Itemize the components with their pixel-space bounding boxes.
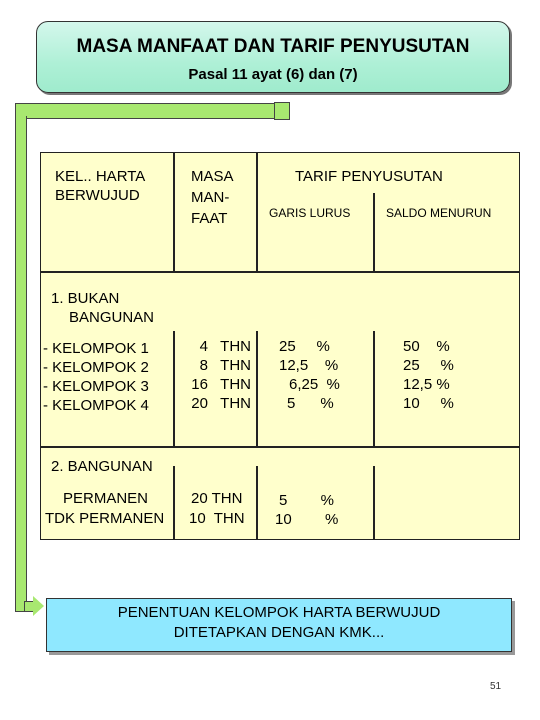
grid-line xyxy=(373,193,375,271)
header-tarif: TARIF PENYUSUTAN xyxy=(295,168,443,185)
garis-lurus-2: 12,5 % xyxy=(279,357,339,374)
bangunan-garis-lurus-2: 10 % xyxy=(275,511,339,528)
kelompok-4: - KELOMPOK 4 xyxy=(43,397,149,414)
header-garis-lurus: GARIS LURUS xyxy=(269,206,351,220)
kelompok-3: - KELOMPOK 3 xyxy=(43,378,149,395)
masa-3: 16 THN xyxy=(191,376,251,393)
connector-horizontal xyxy=(15,103,289,119)
kelompok-1: - KELOMPOK 1 xyxy=(43,340,149,357)
masa-1: 4 THN xyxy=(199,338,251,355)
title-box xyxy=(36,21,510,93)
section-bukan-bangunan-1: 1. BUKAN xyxy=(51,290,120,307)
grid-line xyxy=(173,331,175,446)
garis-lurus-3: 6,25 % xyxy=(289,376,340,393)
grid-line xyxy=(256,153,258,271)
bangunan-permanen: PERMANEN xyxy=(63,490,149,507)
connector-vertical xyxy=(15,116,27,612)
header-masa-2: MAN- xyxy=(191,189,230,206)
grid-line xyxy=(41,446,519,448)
header-kelompok-2: BERWUJUD xyxy=(55,187,140,204)
header-masa-3: FAAT xyxy=(191,210,228,227)
kelompok-2: - KELOMPOK 2 xyxy=(43,359,149,376)
connector-stub xyxy=(274,102,290,120)
garis-lurus-1: 25 % xyxy=(279,338,330,355)
slide-title: MASA MANFAAT DAN TARIF PENYUSUTAN xyxy=(76,36,470,57)
section-bangunan: 2. BANGUNAN xyxy=(51,458,153,475)
grid-line xyxy=(373,466,375,539)
grid-line xyxy=(173,466,175,539)
slide-subtitle: Pasal 11 ayat (6) dan (7) xyxy=(188,66,358,83)
grid-line xyxy=(373,331,375,446)
bangunan-masa-2: 10 THN xyxy=(189,510,245,527)
masa-2: 8 THN xyxy=(199,357,251,374)
note-box xyxy=(46,598,512,652)
saldo-menurun-3: 12,5 % xyxy=(403,376,450,393)
note-line-2: DITETAPKAN DENGAN KMK... xyxy=(173,624,385,641)
grid-line xyxy=(256,331,258,446)
header-kelompok-1: KEL.. HARTA xyxy=(55,168,146,185)
bangunan-tdk-permanen: TDK PERMANEN xyxy=(45,510,165,527)
grid-line xyxy=(41,271,519,273)
saldo-menurun-4: 10 % xyxy=(403,395,454,412)
garis-lurus-4: 5 % xyxy=(287,395,334,412)
bangunan-garis-lurus-1: 5 % xyxy=(279,492,335,509)
header-masa-1: MASA xyxy=(191,168,234,185)
depreciation-table xyxy=(40,152,520,540)
grid-line xyxy=(173,153,175,271)
section-bukan-bangunan-2: BANGUNAN xyxy=(69,309,155,326)
note-line-1: PENENTUAN KELOMPOK HARTA BERWUJUD xyxy=(117,604,441,621)
arrow-right-icon xyxy=(33,596,44,616)
bangunan-masa-1: 20 THN xyxy=(191,490,243,507)
saldo-menurun-1: 50 % xyxy=(403,338,450,355)
saldo-menurun-2: 25 % xyxy=(403,357,454,374)
masa-4: 20 THN xyxy=(191,395,251,412)
page-number: 51 xyxy=(490,681,502,692)
grid-line xyxy=(256,466,258,539)
header-saldo-menurun: SALDO MENURUN xyxy=(386,206,492,220)
